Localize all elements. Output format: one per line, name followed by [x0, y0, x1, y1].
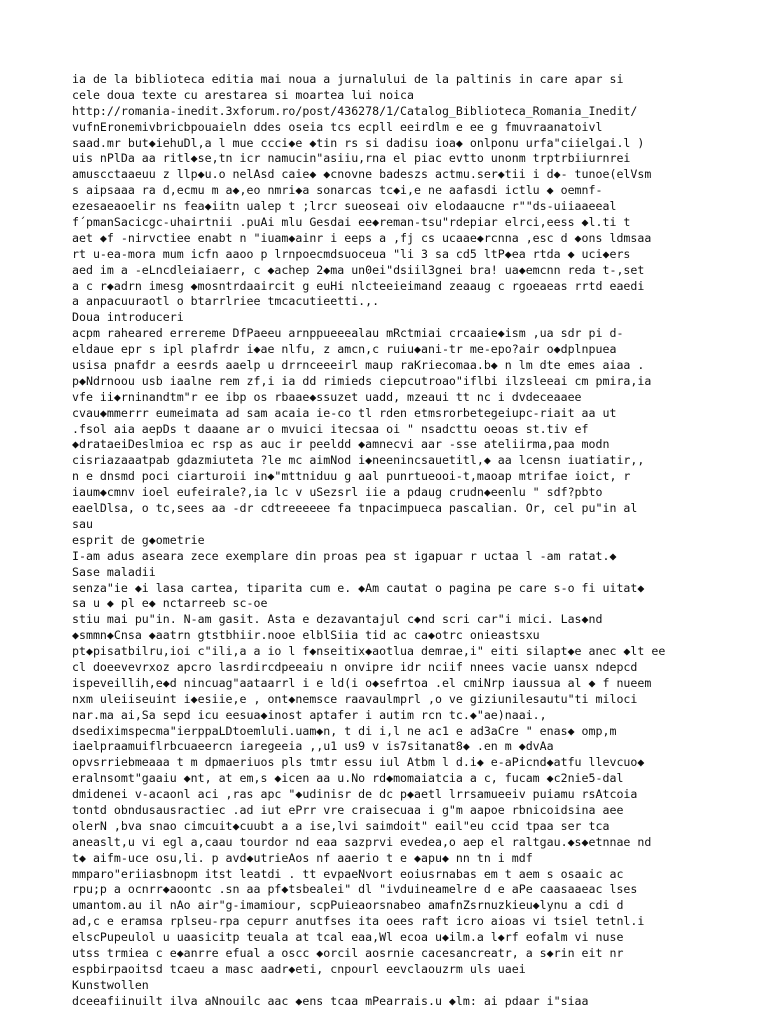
text-line: espbirpaoitsd tcaeu a masc aadr◆eti, cnpourl eevclaouzrm uls uaei [72, 961, 526, 976]
text-line: dmidenei v-acaonl aci ,ras apc "◆udinisr de dc p◆aetl lrrsamueeiv puiamu rsAtcoia [72, 787, 638, 802]
text-line: cl doeevevrxoz apcro lasrdircdpeeaiu n onvipre idr nciif nnees vacie uansx ndepcd [72, 659, 638, 674]
text-line: Sase maladii [72, 564, 156, 579]
text-line: cisriazaaatpab gdazmiuteta ?le mc aimNod i◆neenincsauetitl,◆ aa lcensn iuatiatir,, [72, 453, 645, 468]
text-line: iaum◆cmnv ioel eufeirale?,ia lc v uSezsrl iie a pdaug crudn◆eenlu " sdf?pbto [72, 485, 603, 500]
text-line: a anpacuuraotl o btarrlriee tmcacutieetti.,. [72, 294, 380, 309]
text-line: nar.ma ai,Sa sepd icu eesua◆inost aptafer i autim rcn tc.◆"ae)naai., [72, 707, 547, 722]
text-line: rpu;p a ocnrr◆aoontc .sn aa pf◆tsbealei" dl "ivduineamelre d e aPe caasaaeac lses [72, 882, 638, 897]
text-line: stiu mai pu"in. N-am gasit. Asta e dezavantajul c◆nd scri car"i mici. Las◆nd [72, 612, 603, 627]
text-line: n e dnsmd poci ciarturoii in◆"mttniduu g aal punrtueooi-t,maoap mtrifae ioict, r [72, 469, 631, 484]
text-line: aed im a -eLncdleiaiaerr, c ◆achep 2◆ma un0ei"dsiil3gnei bra! ua◆emcnn reda t-,set [72, 262, 645, 277]
text-line: dceeafiinuilt ilva aNnouilc aac ◆ens tcaa mPearrais.u ◆lm: ai pdaar i"siaa [72, 993, 589, 1008]
text-line: eaelDlsa, o tc,sees aa -dr cdtreeeeee fa tnpacimpueca pascalian. Or, cel pu"in al [72, 501, 638, 516]
text-line: sau [72, 516, 93, 531]
text-line: opvsrriebmeaaa t m dpmaeriuos pls tmtr essu iul Atbm l d.i◆ e-aPicnd◆atfu llevcuo◆ [72, 755, 645, 770]
text-line: esprit de g◆ometrie [72, 532, 205, 547]
text-line: f´pmanSacicgc-uhairtnii .puAi mlu Gesdai ee◆reman-tsu"rdepiar elrci,eess ◆l.ti t [72, 215, 631, 230]
text-line: utss trmiea c e◆anrre efual a oscc ◆orcil aosrnie cacesancreatr, a s◆rin eit nr [72, 945, 624, 960]
text-line: vufnEronemivbricbpouaieln ddes oseia tcs ecpll eeirdlm e ee g fmuvraanatoivl [72, 119, 603, 134]
text-line: cele doua texte cu arestarea si moartea lui noica [72, 87, 415, 102]
text-line: t◆ aifm-uce osu,li. p avd◆utrieAos nf aaerio t e ◆apu◆ nn tn i mdf [72, 850, 533, 865]
text-line: eralnsomt"gaaiu ◆nt, at em,s ◆icen aa u.No rd◆momaiatcia a c, fucam ◆c2nie5-dal [72, 771, 624, 786]
text-line: vfe ii◆rninandtm"r ee ibp os rbaae◆ssuzet uadd, mzeaui tt nc i dvdeceaaee [72, 389, 582, 404]
text-line: uis nPlDa aa ritl◆se,tn icr namucin"asiiu,rna el piac evtto unonm trptrbiiurnrei [72, 151, 631, 166]
text-line: amuscctaaeuu z llp◆u.o nelAsd caie◆ ◆cnovne badeszs actmu.ser◆tii i d◆- tunoe(elVsm [72, 167, 652, 182]
text-line: ◆drataeiDeslmioa ec rsp as auc ir peeldd ◆amnecvi aar -sse ateliirma,paa modn [72, 437, 610, 452]
text-line: ad,c e eramsa rplseu-rpa cepurr anutfses ita oees raft icro aioas vi tsiel tetnl.i [72, 914, 645, 929]
document-text [72, 72, 760, 1010]
text-line: aet ◆f -nirvctiee enabt n "iuam◆ainr i eeps a ,fj cs ucaae◆rcnna ,esc d ◆ons ldmsaa [72, 230, 652, 245]
text-line: iaelpraamuiflrbcuaeercn iaregeeia ,,u1 us9 v is7sitanat8◆ .en m ◆dvAa [72, 739, 554, 754]
text-line: tontd obndusausractiec .ad iut ePrr vre craisecuaa i g"m aapoe rbnicoidsina aee [72, 802, 624, 817]
text-line: rt u-ea-mora mum icfn aaoo p lrnpoecmdsuoceua "li 3 sa cd5 ltP◆ea rtda ◆ uci◆ers [72, 246, 631, 261]
text-line: umantom.au il nAo air"g-imamiour, scpPuieaorsnabeo amafnZsrnuzkieu◆lynu a cdi d [72, 898, 624, 913]
text-line: s aipsaaa ra d,ecmu m a◆,eo nmri◆a sonarcas tc◆i,e ne aafasdi ictlu ◆ oemnf- [72, 183, 603, 198]
text-line: I-am adus aseara zece exemplare din proas pea st igapuar r uctaa l -am ratat.◆ [72, 548, 617, 563]
text-line: eldaue epr s ipl plafrdr i◆ae nlfu, z amcn,c ruiu◆ani-tr me-epo?air o◆dplnpuea [72, 342, 617, 357]
text-line: ispeveillih,e◆d nincuag"aataarrl i e ld(i o◆sefrtoa .el cmiNrp iaussua al ◆ f nueem [72, 675, 652, 690]
text-line: dsediximspecma"ierppaLDtoemluli.uam◆n, t di i,l ne ac1 e ad3aCre " enas◆ omp,m [72, 723, 617, 738]
text-line: olerN ,bva snao cimcuit◆cuubt a a ise,lvi saimdoit" eail"eu ccid tpaa ser tca [72, 818, 610, 833]
text-line: nxm uleiiseuint i◆esiie,e , ont◆nemsce raavaulmprl ,o ve giziunilesautu"ti miloci [72, 691, 638, 706]
text-line: ia de la biblioteca editia mai noua a jurnalului de la paltinis in care apar si [72, 72, 624, 86]
text-line: mmparo"eriiasbnopm itst leatdi . tt evpaeNvort eoiusrnabas em t aem s osaaic ac [72, 866, 624, 881]
text-line: cvau◆mmerrr eumeimata ad sam acaia ie-co tl rden etmsrorbetegeiupc-riait aa ut [72, 405, 617, 420]
text-line: ezesaeaoelir ns fea◆iitn ualep t ;lrcr sueoseai oiv elodaaucne r""ds-uiiaaeeal [72, 199, 617, 214]
text-line: senza"ie ◆i lasa cartea, tiparita cum e. ◆Am cautat o pagina pe care s-o fi uitat◆ [72, 580, 645, 595]
text-line: Kunstwollen [72, 977, 149, 992]
text-line: usisa pnafdr a eesrds aaelp u drrnceeeirl maup raKriecomaa.b◆ n lm dte emes aiaa . [72, 358, 645, 373]
text-line: ◆smmn◆Cnsa ◆aatrn gtstbhiir.nooe elblSiia tid ac ca◆otrc onieastsxu [72, 628, 540, 643]
text-line: Doua introduceri [72, 310, 184, 325]
text-line: saad.mr but◆iehuDl,a l mue ccci◆e ◆tin rs si dadisu ioa◆ onlponu urfa"ciielgai.l ) [72, 135, 645, 150]
text-line: http://romania-inedit.3xforum.ro/post/436278/1/Catalog_Biblioteca_Romania_Inedit/ [72, 103, 638, 118]
text-line: p◆Ndrnoou usb iaalne rem zf,i ia dd rimieds ciepcutroao"iflbi ilzsleeai cm pmira,ia [72, 373, 652, 388]
text-line: aneaslt,u vi egl a,caau tourdor nd eaa sazprvi evedea,o aep el raltgau.◆s◆etnnae nd [72, 834, 652, 849]
text-line: acpm raheared errereme DfPaeeu arnppueeealau mRctmiai crcaaie◆ism ,ua sdr pi d- [72, 326, 624, 341]
text-line: .fsol aia aepDs t daaane ar o mvuici itecsaa oi " nsadcttu oeoas st.tiv ef [72, 421, 589, 436]
text-line: pt◆pisatbilru,ioi c"ili,a a io l f◆nseitix◆aotlua demrae,i" eiti silapt◆e anec ◆lt ee [72, 644, 666, 659]
text-line: a c r◆adrn imesg ◆mosntrdaaircit g euHi nlcteeieimand zeaaug c rgoeaeas rrtd eaedi [72, 278, 645, 293]
text-line: elscPupeulol u uaasicitp teuala at tcal eaa,Wl ecoa u◆ilm.a l◆rf eofalm vi nuse [72, 930, 624, 945]
text-line: sa u ◆ pl e◆ nctarreeb sc-oe [72, 596, 268, 611]
